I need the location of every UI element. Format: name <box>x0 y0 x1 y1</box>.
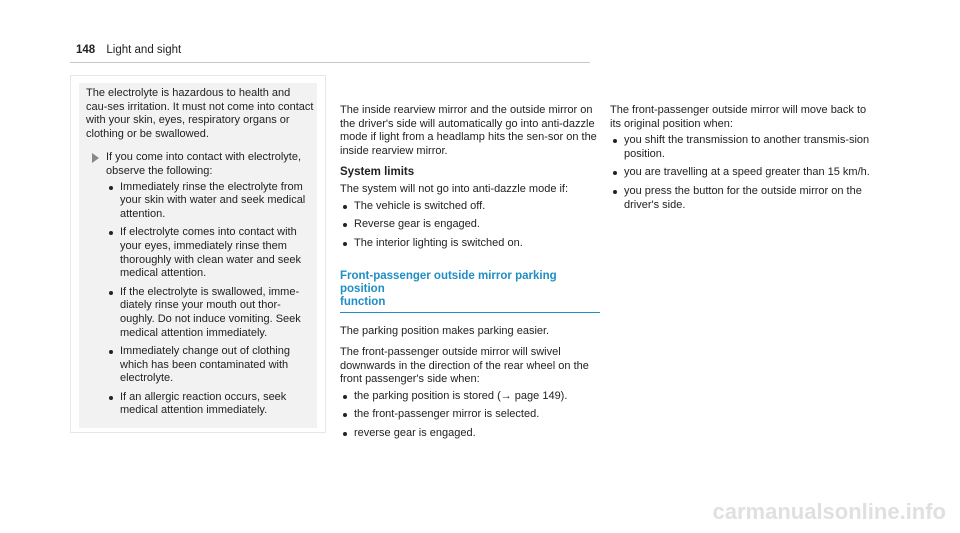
page-reference-link[interactable]: → page 149). <box>500 389 568 402</box>
bullet-icon <box>343 395 347 399</box>
warning-box-inner <box>79 83 317 428</box>
bullet-icon <box>613 190 617 194</box>
list-item: If the electrolyte is swallowed, imme-diately rinse your mouth out thor-oughly. Do not induce vomiting. Seek medical attention immediately. <box>106 286 314 340</box>
list-item: the front-passenger mirror is selected. <box>340 408 600 422</box>
middle-column <box>340 104 600 446</box>
list-item: The interior lighting is switched on. <box>340 237 600 251</box>
list-item: If an allergic reaction occurs, seek medical attention immediately. <box>106 391 314 418</box>
warning-intro: The electrolyte is hazardous to health and cau-ses irritation. It must not come into contact with your skin, eyes, respiratory organs or clothing or be swallowed. <box>86 87 314 140</box>
bullet-icon <box>343 205 347 209</box>
mirror-return-list <box>610 134 872 212</box>
list-item: Reverse gear is engaged. <box>340 218 600 232</box>
action-arrow-icon <box>92 153 99 163</box>
header-divider <box>70 62 590 63</box>
warning-box <box>70 75 326 433</box>
warning-action-text: If you come into contact with electrolyte, observe the following: <box>106 151 302 177</box>
bullet-icon <box>109 231 113 235</box>
bullet-icon <box>109 186 113 190</box>
system-limits-heading: System limits <box>340 166 415 179</box>
page-number: 148 <box>76 44 96 56</box>
parking-position-list <box>340 390 600 441</box>
anti-dazzle-intro: The inside rearview mirror and the outside mirror on the driver's side will automatically go into anti-dazzle mode if light from a headlamp hits the sen-sor on the inside rearview mirror. <box>340 104 597 157</box>
list-item: If electrolyte comes into contact with your eyes, immediately rinse them thoroughly with clean water and seek medical attention. <box>106 226 314 280</box>
bullet-icon <box>343 223 347 227</box>
list-item: you are travelling at a speed greater than 15 km/h. <box>610 166 872 180</box>
parking-position-p2: The front-passenger outside mirror will swivel downwards in the direction of the rear wheel on the front passenger's side when: <box>340 345 589 386</box>
system-limits-text: The system will not go into anti-dazzle mode if: <box>340 182 569 195</box>
list-item: you press the button for the outside mirror on the driver's side. <box>610 185 872 212</box>
list-item: the parking position is stored (→ page 149). <box>340 390 600 404</box>
page-header <box>76 44 181 56</box>
warning-action <box>86 151 314 418</box>
system-limits-list <box>340 200 600 251</box>
list-item: you shift the transmission to another transmis-sion position. <box>610 134 872 161</box>
list-item: The vehicle is switched off. <box>340 200 600 214</box>
mirror-return-intro: The front-passenger outside mirror will move back to its original position when: <box>610 104 867 130</box>
bullet-icon <box>343 242 347 246</box>
parking-position-heading: Front-passenger outside mirror parking position function <box>340 270 600 313</box>
bullet-icon <box>613 139 617 143</box>
right-column <box>610 104 872 217</box>
bullet-icon <box>109 350 113 354</box>
warning-bullet-list <box>106 181 314 419</box>
bullet-icon <box>613 171 617 175</box>
section-title: Light and sight <box>106 44 182 56</box>
bullet-icon <box>109 396 113 400</box>
list-item: reverse gear is engaged. <box>340 427 600 441</box>
bullet-icon <box>343 432 347 436</box>
watermark: carmanualsonline.info <box>712 499 946 524</box>
bullet-icon <box>109 291 113 295</box>
list-item: Immediately rinse the electrolyte from your skin with water and seek medical attention. <box>106 181 314 222</box>
parking-position-p1: The parking position makes parking easier. <box>340 325 550 338</box>
arrow-right-icon: → <box>500 389 512 402</box>
list-item: Immediately change out of clothing which has been contaminated with electrolyte. <box>106 345 314 386</box>
bullet-icon <box>343 413 347 417</box>
